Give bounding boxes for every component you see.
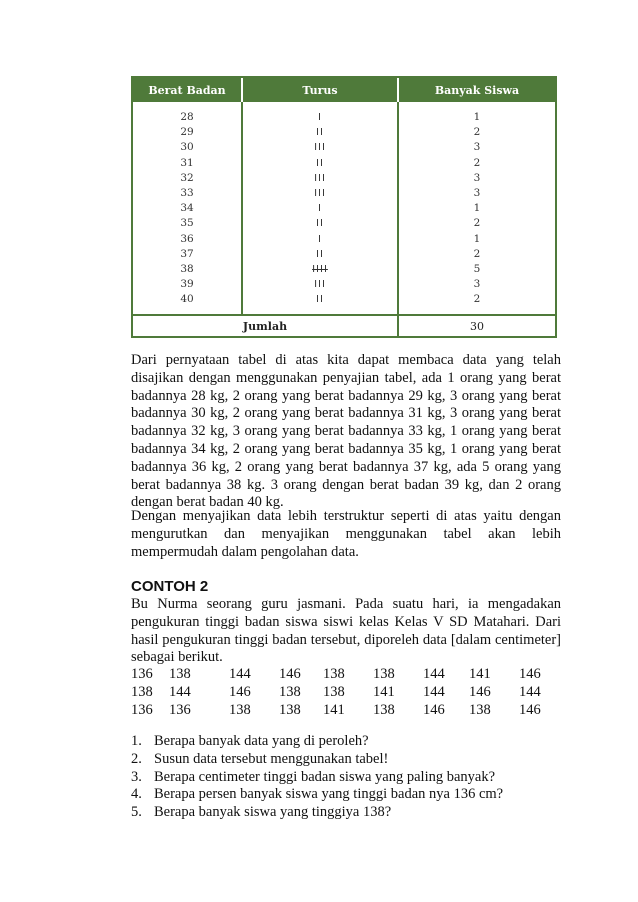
data-value: 138 (229, 701, 251, 718)
data-value: 146 (519, 701, 541, 718)
data-value: 138 (131, 683, 153, 700)
cell-turus: II (316, 248, 324, 260)
data-value: 138 (323, 666, 345, 682)
cell-berat: 32 (180, 171, 194, 184)
cell-berat: 35 (180, 217, 194, 230)
list-item (131, 751, 503, 769)
footer-value: 30 (470, 319, 484, 333)
cell-banyak: 2 (473, 217, 481, 230)
cell-banyak: 1 (473, 202, 481, 215)
data-value: 138 (373, 701, 395, 718)
cell-turus: IIII (312, 263, 328, 275)
cell-turus: II (316, 218, 324, 230)
data-value: 138 (279, 701, 301, 718)
cell-berat: 33 (180, 186, 194, 199)
cell-banyak: 3 (473, 278, 481, 291)
data-value: 144 (229, 666, 251, 682)
cell-banyak: 1 (473, 232, 481, 245)
list-number: 2. (131, 750, 142, 767)
footer-label: Jumlah (133, 316, 399, 336)
list-text: Berapa banyak data yang di peroleh? (154, 733, 369, 749)
data-value: 144 (519, 683, 541, 700)
cell-banyak: 3 (473, 141, 481, 154)
cell-turus: I (318, 233, 322, 245)
column-banyak (399, 102, 555, 314)
list-item (131, 804, 503, 822)
column-turus (243, 102, 399, 314)
list-number: 5. (131, 804, 142, 821)
cell-banyak: 2 (473, 126, 481, 139)
question-list (131, 733, 503, 822)
cell-berat: 37 (180, 247, 194, 260)
data-value: 138 (373, 666, 395, 682)
cell-banyak: 2 (473, 293, 481, 306)
cell-berat: 38 (180, 262, 194, 275)
list-number: 3. (131, 768, 142, 785)
data-value: 141 (323, 701, 345, 718)
list-number: 1. (131, 733, 142, 749)
data-row (131, 684, 559, 702)
height-data (131, 666, 559, 719)
cell-turus: I (318, 203, 322, 215)
cell-berat: 30 (180, 141, 194, 154)
cell-turus: II (316, 294, 324, 306)
list-number: 4. (131, 786, 142, 803)
cell-berat: 39 (180, 278, 194, 291)
data-value: 146 (229, 683, 251, 700)
cell-berat: 29 (180, 126, 194, 139)
cell-berat: 34 (180, 202, 194, 215)
section-heading: CONTOH 2 (131, 578, 209, 595)
cell-banyak: 5 (473, 262, 481, 275)
column-berat (133, 102, 243, 314)
data-value: 146 (279, 666, 301, 682)
paragraph-example: Bu Nurma seorang guru jasmani. Pada suatu hari, ia mengadakan pengukuran tinggi badan siswa siswi kelas Kelas V SD Matahari. Dari hasil pengukuran tinggi badan tersebut, diporeleh data [dalam centimeter] sebagai berikut. (131, 596, 561, 666)
cell-turus: I (318, 112, 322, 123)
list-item (131, 786, 503, 804)
data-value: 141 (373, 683, 395, 700)
cell-berat: 28 (180, 111, 194, 123)
cell-turus: III (314, 279, 326, 291)
data-value: 136 (169, 701, 191, 718)
cell-turus: II (316, 127, 324, 139)
cell-berat: 36 (180, 232, 194, 245)
cell-banyak: 2 (473, 156, 481, 169)
data-value: 141 (469, 666, 491, 682)
table-body (133, 102, 555, 314)
list-item (131, 733, 503, 751)
data-value: 146 (423, 701, 445, 718)
cell-turus: III (314, 142, 326, 154)
data-value: 138 (323, 683, 345, 700)
data-value: 144 (423, 683, 445, 700)
table-header (133, 78, 555, 102)
data-value: 146 (519, 666, 541, 682)
data-value: 138 (169, 666, 191, 682)
table-footer (133, 314, 555, 336)
header-banyak: Banyak Siswa (434, 83, 520, 97)
cell-berat: 31 (180, 156, 194, 169)
header-berat: Berat Badan (133, 78, 243, 102)
data-row (131, 666, 559, 684)
list-item (131, 769, 503, 787)
data-value: 144 (423, 666, 445, 682)
paragraph-conclusion: Dengan menyajikan data lebih terstruktur seperti di atas yaitu dengan mengurutkan dan menyajikan menggunakan tabel akan lebih mempermudah dalam pengolahan data. (131, 508, 561, 560)
data-value: 138 (469, 701, 491, 718)
cell-turus: II (316, 157, 324, 169)
cell-berat: 40 (180, 293, 194, 306)
list-text: Berapa banyak siswa yang tinggiya 138? (154, 804, 392, 821)
cell-turus: III (314, 172, 326, 184)
data-value: 144 (169, 683, 191, 700)
cell-banyak: 2 (473, 247, 481, 260)
list-text: Berapa persen banyak siswa yang tinggi badan nya 136 cm? (154, 786, 504, 803)
data-value: 146 (469, 683, 491, 700)
data-value: 136 (131, 666, 153, 682)
cell-banyak: 1 (473, 111, 481, 123)
data-value: 136 (131, 701, 153, 718)
data-value: 138 (279, 683, 301, 700)
data-row (131, 702, 559, 720)
cell-banyak: 3 (473, 171, 481, 184)
weight-table (131, 76, 557, 338)
list-text: Susun data tersebut menggunakan tabel! (154, 750, 389, 767)
list-text: Berapa centimeter tinggi badan siswa yang paling banyak? (154, 768, 496, 785)
paragraph-explanation: Dari pernyataan tabel di atas kita dapat membaca data yang telah disajikan dengan menggunakan penyajian tabel, ada 1 orang yang berat badannya 28 kg, 2 orang yang berat badannya 29 kg, 3 orang yang berat badannya 30 kg, 2 orang yang berat badannya 31 kg, 3 orang yang berat badannya 32 kg, 3 orang yang berat badannya 33 kg, 1 orang yang berat badannya 34 kg, 2 orang yang berat badannya 35 kg, 1 orang yang berat badannya 36 kg, 2 orang yang berat badannya 37 kg, ada 5 orang yang berat badannya 38 kg. 3 orang dengan berat badan 39 kg, dan 2 orang dengan berat badan 40 kg. (131, 352, 561, 511)
cell-banyak: 3 (473, 186, 481, 199)
cell-turus: III (314, 187, 326, 199)
header-turus: Turus (243, 78, 399, 102)
